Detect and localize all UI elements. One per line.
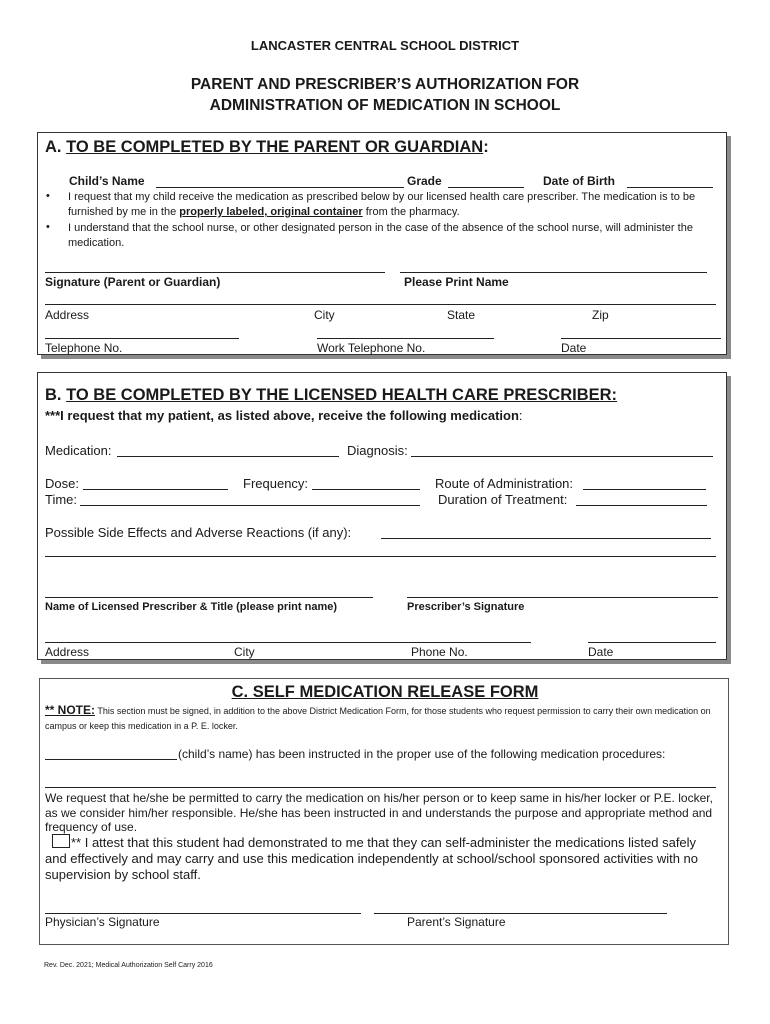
childs-name-label: Child’s Name: [69, 174, 145, 188]
side-effects-field[interactable]: [381, 538, 711, 539]
form-title-line1: PARENT AND PRESCRIBER’S AUTHORIZATION FOR: [190, 76, 580, 93]
section-a-prefix: A.: [45, 138, 62, 156]
telephone-field[interactable]: [45, 338, 239, 339]
parent-signature-field[interactable]: [45, 272, 385, 273]
prescriber-signature-label: Prescriber’s Signature: [407, 601, 525, 613]
section-c-note: [45, 703, 717, 733]
section-a-date-label: Date: [561, 341, 587, 355]
section-b-heading: [45, 386, 617, 405]
prescriber-address-field[interactable]: [45, 642, 531, 643]
prescriber-name-label: Name of Licensed Prescriber & Title (please print name): [45, 601, 338, 613]
form-title-line2: ADMINISTRATION OF MEDICATION IN SCHOOL: [209, 97, 561, 114]
child-name-instructed-field[interactable]: [45, 759, 177, 760]
carry-request-text: We request that he/she be permitted to carry the medication on his/her person or to keep same in his/her locker or P.E. locker, as we consider him/her responsible. He/she has been instructed in and understands the purpose and appropriate method and frequency of use.: [45, 791, 713, 834]
work-telephone-label: Work Telephone No.: [317, 341, 426, 355]
section-b-date-label: Date: [588, 645, 614, 659]
medication-label: Medication:: [45, 443, 112, 458]
section-b-prefix: B.: [45, 386, 62, 404]
duration-label: Duration of Treatment:: [438, 492, 568, 507]
city-label: City: [314, 308, 335, 322]
address-city-state-zip-field[interactable]: [45, 304, 716, 305]
telephone-label: Telephone No.: [45, 341, 123, 355]
prescriber-phone-label: Phone No.: [411, 645, 468, 659]
district-name: LANCASTER CENTRAL SCHOOL DISTRICT: [250, 38, 520, 53]
diagnosis-field[interactable]: [411, 456, 713, 457]
childs-name-field[interactable]: [156, 187, 404, 188]
parent-signature-label: Signature (Parent or Guardian): [45, 275, 221, 289]
time-field[interactable]: [80, 505, 420, 506]
route-field[interactable]: [583, 489, 706, 490]
route-label: Route of Administration:: [435, 476, 574, 491]
section-b-heading-text: TO BE COMPLETED BY THE LICENSED HEALTH CARE PRESCRIBER:: [66, 386, 618, 404]
work-telephone-field[interactable]: [317, 338, 494, 339]
print-name-label: Please Print Name: [404, 275, 509, 289]
prescriber-name-field[interactable]: [45, 597, 373, 598]
address-label: Address: [45, 308, 90, 322]
duration-field[interactable]: [576, 505, 707, 506]
bullet-1-marker: •: [46, 190, 50, 202]
section-b-request-colon: :: [518, 408, 523, 423]
grade-label: Grade: [407, 174, 442, 188]
side-effects-label: Possible Side Effects and Adverse Reactions (if any):: [45, 525, 352, 540]
revision-note: Rev. Dec. 2021; Medical Authorization Self Carry 2016: [44, 962, 213, 969]
bullet-1-text: [68, 190, 708, 220]
section-c-title: C. SELF MEDICATION RELEASE FORM: [231, 683, 539, 701]
section-b-request: [45, 408, 523, 423]
grade-field[interactable]: [448, 187, 524, 188]
zip-label: Zip: [592, 308, 609, 322]
bullet-1-emphasis: properly labeled, original container: [179, 206, 363, 218]
note-text: This section must be signed, in addition to the above District Medication Form, for those students who request permission to carry their own medication on campus or keep this medication in a P. E. locker.: [45, 706, 711, 731]
physician-signature-field[interactable]: [45, 913, 361, 914]
prescriber-address-label: Address: [45, 645, 90, 659]
section-b-request-text: ***I request that my patient, as listed above, receive the following medication: [45, 408, 519, 423]
diagnosis-label: Diagnosis:: [347, 443, 408, 458]
bullet-1-post: from the pharmacy.: [362, 206, 460, 218]
section-a-heading: [45, 138, 489, 157]
dob-label: Date of Birth: [543, 174, 615, 188]
medication-field[interactable]: [117, 456, 339, 457]
time-label: Time:: [45, 492, 78, 507]
section-a-date-field[interactable]: [561, 338, 721, 339]
frequency-label: Frequency:: [243, 476, 309, 491]
bullet-1-pre: I request that my child receive the medication as prescribed below by our licensed health care prescriber. The medication is to be furnished by me in the: [68, 191, 696, 218]
prescriber-signature-field[interactable]: [407, 597, 718, 598]
parent-signature-c-label: Parent’s Signature: [407, 915, 506, 929]
dob-field[interactable]: [627, 187, 713, 188]
state-label: State: [447, 308, 476, 322]
section-a-colon: :: [483, 138, 489, 156]
physician-signature-label: Physician’s Signature: [45, 915, 160, 929]
note-label: ** NOTE:: [45, 703, 96, 717]
attest-text: ** I attest that this student had demonstrated to me that they can self-administer the medications listed safely and effectively and may carry and use this medication independently at school/school sponsored activities with no supervision by school staff.: [45, 835, 699, 882]
dose-field[interactable]: [83, 489, 228, 490]
frequency-field[interactable]: [312, 489, 420, 490]
bullet-2-text: I understand that the school nurse, or other designated person in the case of the absence of the school nurse, will administer the medication.: [68, 222, 693, 249]
parent-signature-c-field[interactable]: [374, 913, 667, 914]
instructed-text: (child’s name) has been instructed in the proper use of the following medication procedures:: [178, 747, 666, 761]
dose-label: Dose:: [45, 476, 79, 491]
medication-procedures-field[interactable]: [45, 787, 716, 788]
bullet-2-marker: •: [46, 221, 50, 233]
side-effects-field-2[interactable]: [45, 556, 716, 557]
section-b-date-field[interactable]: [588, 642, 716, 643]
print-name-field[interactable]: [400, 272, 707, 273]
prescriber-city-label: City: [234, 645, 255, 659]
section-a-heading-text: TO BE COMPLETED BY THE PARENT OR GUARDIAN: [66, 138, 484, 156]
